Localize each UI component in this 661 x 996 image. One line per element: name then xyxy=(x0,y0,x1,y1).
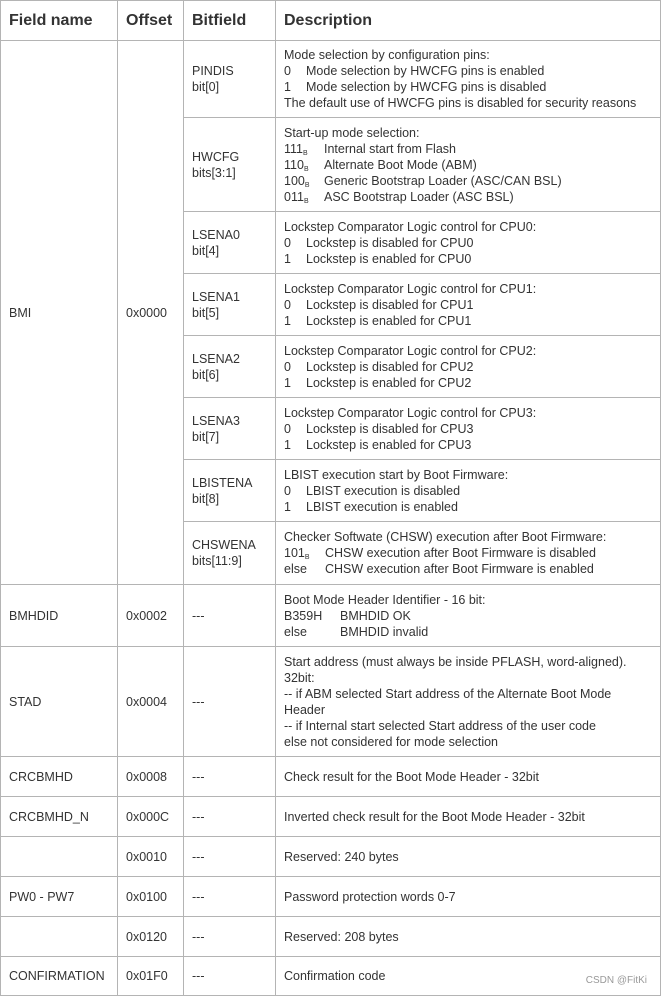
value-text: Lockstep Comparator Logic control for CPU1: xyxy=(284,281,537,296)
description-cell xyxy=(276,118,661,212)
value-code: else xyxy=(284,624,307,639)
description-line xyxy=(284,561,652,577)
value-text: Lockstep is enabled for CPU3 xyxy=(306,437,472,452)
value-text: Lockstep is enabled for CPU0 xyxy=(306,251,472,266)
description-line xyxy=(284,359,652,375)
binary-suffix: B xyxy=(303,165,309,173)
value-text: Reserved: 240 bytes xyxy=(284,849,399,864)
description-line xyxy=(284,608,652,624)
offset-cell: 0x0002 xyxy=(118,585,184,647)
value-text: Lockstep is disabled for CPU0 xyxy=(306,235,474,250)
value-text: LBIST execution is enabled xyxy=(306,499,458,514)
offset-cell: 0x0120 xyxy=(118,917,184,957)
bitfield-bits: bit[6] xyxy=(192,367,220,382)
binary-suffix: B xyxy=(303,149,308,157)
value-code: $101_B$ xyxy=(284,546,310,561)
table-row xyxy=(1,957,661,996)
description-line xyxy=(284,624,652,640)
value-text: 32bit: xyxy=(284,670,315,685)
value-text: BMHDID invalid xyxy=(340,624,429,639)
description-cell xyxy=(276,837,661,877)
bitfield-bits: bit[7] xyxy=(192,429,220,444)
bitfield-cell: --- xyxy=(184,877,276,917)
bitfield-cell: --- xyxy=(184,757,276,797)
description-line xyxy=(284,313,652,329)
description-line xyxy=(284,718,652,734)
description-line xyxy=(284,483,652,499)
field-name-cell xyxy=(1,837,118,877)
value-text: Lockstep is disabled for CPU2 xyxy=(306,359,474,374)
description-line xyxy=(284,63,652,79)
description-line xyxy=(284,47,652,63)
description-line xyxy=(284,670,652,686)
description-line xyxy=(284,702,652,718)
value-text: LBIST execution is disabled xyxy=(306,483,461,498)
description-cell xyxy=(276,877,661,917)
value-code: 0 xyxy=(284,297,291,312)
description-line xyxy=(284,467,652,483)
value-text: Lockstep Comparator Logic control for CPU3: xyxy=(284,405,537,420)
description-line xyxy=(284,929,652,945)
field-name-cell: CRCBMHD xyxy=(1,757,118,797)
value-text: The default use of HWCFG pins is disabled for security reasons xyxy=(284,96,637,110)
description-line xyxy=(284,375,652,391)
watermark: CSDN @FitKi xyxy=(585,975,647,986)
description-line xyxy=(284,849,652,865)
value-text: Generic Bootstrap Loader (ASC/CAN BSL) xyxy=(324,173,562,188)
description-line xyxy=(284,79,652,95)
bitfield-name: PINDIS xyxy=(192,64,234,78)
bitfield-cell xyxy=(184,41,276,118)
value-text: Lockstep is disabled for CPU3 xyxy=(306,421,474,436)
description-line xyxy=(284,173,652,189)
description-cell xyxy=(276,917,661,957)
description-cell xyxy=(276,797,661,837)
table-row xyxy=(1,647,661,757)
value-text: Inverted check result for the Boot Mode Header - 32bit xyxy=(284,809,585,824)
value-code: $110_B$ xyxy=(284,157,309,173)
field-name-cell: BMHDID xyxy=(1,585,118,647)
bitfield-cell: --- xyxy=(184,647,276,757)
offset-cell: 0x0010 xyxy=(118,837,184,877)
description-line xyxy=(284,281,652,297)
bitfield-cell: --- xyxy=(184,917,276,957)
value-code: 0 xyxy=(284,64,291,78)
description-cell xyxy=(276,336,661,398)
description-line xyxy=(284,157,652,173)
description-line xyxy=(284,809,652,825)
description-line xyxy=(284,297,652,313)
bitfield-bits: bits[11:9] xyxy=(192,554,242,568)
value-text: BMHDID OK xyxy=(340,608,411,623)
description-cell xyxy=(276,212,661,274)
value-text: -- if ABM selected Start address of the Alternate Boot Mode xyxy=(284,686,612,701)
field-name-cell: CONFIRMATION xyxy=(1,957,118,996)
bitfield-bits: bit[4] xyxy=(192,243,220,258)
bitfield-cell xyxy=(184,274,276,336)
bitfield-bits: bits[3:1] xyxy=(192,165,236,180)
offset-cell: 0x0100 xyxy=(118,877,184,917)
description-line xyxy=(284,734,652,750)
table-row xyxy=(1,837,661,877)
value-text: Lockstep is disabled for CPU1 xyxy=(306,297,474,312)
value-code: $011_B$ xyxy=(284,189,309,205)
bitfield-cell xyxy=(184,398,276,460)
field-name-cell: STAD xyxy=(1,647,118,757)
bitfield-name: LSENA1 xyxy=(192,289,240,304)
bitfield-cell xyxy=(184,522,276,585)
description-line xyxy=(284,421,652,437)
description-cell xyxy=(276,522,661,585)
value-text: Header xyxy=(284,702,325,717)
table-row xyxy=(1,877,661,917)
bitfield-cell xyxy=(184,118,276,212)
bitfield-name: CHSWENA xyxy=(192,538,256,552)
header-bitfield: Bitfield xyxy=(184,1,276,41)
header-offset: Offset xyxy=(118,1,184,41)
value-text: CHSW execution after Boot Firmware is enabled xyxy=(325,562,594,576)
bitfield-name: HWCFG xyxy=(192,149,240,164)
bitfield-cell xyxy=(184,212,276,274)
bitfield-cell xyxy=(184,460,276,522)
description-line xyxy=(284,189,652,205)
description-line xyxy=(284,251,652,267)
value-text: Lockstep Comparator Logic control for CPU0: xyxy=(284,219,537,234)
value-text: Start address (must always be inside PFLASH, word-aligned). xyxy=(284,654,627,669)
description-line xyxy=(284,219,652,235)
description-cell xyxy=(276,398,661,460)
value-code: 1 xyxy=(284,375,291,390)
value-text: Lockstep Comparator Logic control for CPU2: xyxy=(284,343,537,358)
description-line xyxy=(284,235,652,251)
value-text: Internal start from Flash xyxy=(324,141,456,156)
description-cell xyxy=(276,757,661,797)
bitfield-cell: --- xyxy=(184,797,276,837)
table-row xyxy=(1,585,661,647)
value-text: Confirmation code xyxy=(284,969,386,983)
value-code: else xyxy=(284,562,307,576)
header-description: Description xyxy=(276,1,661,41)
header-field-name: Field name xyxy=(1,1,118,41)
binary-suffix: B xyxy=(303,197,309,205)
value-code: 0 xyxy=(284,483,291,498)
table-row xyxy=(1,757,661,797)
value-text: Boot Mode Header Identifier - 16 bit: xyxy=(284,592,486,607)
value-text: Reserved: 208 bytes xyxy=(284,929,399,944)
description-line xyxy=(284,654,652,670)
value-text: -- if Internal start selected Start address of the user code xyxy=(284,718,596,733)
offset-cell: 0x0008 xyxy=(118,757,184,797)
value-text: Mode selection by HWCFG pins is disabled xyxy=(306,80,547,94)
value-code: 0 xyxy=(284,235,291,250)
description-line xyxy=(284,889,652,905)
description-line xyxy=(284,545,652,561)
description-line xyxy=(284,141,652,157)
offset-cell: 0x0000 xyxy=(118,41,184,585)
field-name-cell: BMI xyxy=(1,41,118,585)
value-text: Lockstep is enabled for CPU2 xyxy=(306,375,472,390)
binary-suffix: B xyxy=(304,181,310,189)
bitfield-bits: bit[5] xyxy=(192,305,220,320)
table-row xyxy=(1,797,661,837)
value-code: 1 xyxy=(284,437,291,452)
offset-cell: 0x01F0 xyxy=(118,957,184,996)
description-line xyxy=(284,405,652,421)
field-name-cell: PW0 - PW7 xyxy=(1,877,118,917)
bitfield-cell: --- xyxy=(184,837,276,877)
value-text: Check result for the Boot Mode Header - 32bit xyxy=(284,769,539,784)
offset-cell: 0x000C xyxy=(118,797,184,837)
value-code: 0 xyxy=(284,421,291,436)
value-text: Lockstep is enabled for CPU1 xyxy=(306,313,472,328)
offset-cell: 0x0004 xyxy=(118,647,184,757)
value-code: 1 xyxy=(284,499,291,514)
value-text: Mode selection by HWCFG pins is enabled xyxy=(306,64,545,78)
description-line xyxy=(284,343,652,359)
bitfield-name: LSENA2 xyxy=(192,351,240,366)
bitfield-bits: bit[8] xyxy=(192,491,220,506)
value-text: Checker Softwate (CHSW) execution after Boot Firmware: xyxy=(284,530,607,544)
value-text: Password protection words 0-7 xyxy=(284,889,456,904)
table-row xyxy=(1,41,661,118)
bitfield-name: LSENA3 xyxy=(192,413,240,428)
description-line xyxy=(284,95,652,111)
description-line xyxy=(284,592,652,608)
value-code: 1 xyxy=(284,251,291,266)
description-line xyxy=(284,529,652,545)
value-text: Start-up mode selection: xyxy=(284,125,420,140)
description-line xyxy=(284,125,652,141)
value-code: $111_B$ xyxy=(284,141,308,157)
value-code: 1 xyxy=(284,313,291,328)
binary-suffix: B xyxy=(304,554,310,561)
description-line xyxy=(284,437,652,453)
value-text: Mode selection by configuration pins: xyxy=(284,48,490,62)
value-text: else not considered for mode selection xyxy=(284,734,499,749)
bitfield-name: LBISTENA xyxy=(192,475,253,490)
description-cell xyxy=(276,647,661,757)
description-cell xyxy=(276,41,661,118)
bitfield-cell xyxy=(184,336,276,398)
value-code: 1 xyxy=(284,80,291,94)
description-cell xyxy=(276,585,661,647)
description-cell xyxy=(276,274,661,336)
description-line xyxy=(284,499,652,515)
field-name-cell xyxy=(1,917,118,957)
bitfield-cell: --- xyxy=(184,585,276,647)
bitfield-cell: --- xyxy=(184,957,276,996)
value-code: $100_B$ xyxy=(284,173,310,189)
value-text: CHSW execution after Boot Firmware is disabled xyxy=(325,546,596,560)
description-line xyxy=(284,769,652,785)
bitfield-bits: bit[0] xyxy=(192,80,220,94)
bitfield-name: LSENA0 xyxy=(192,227,240,242)
description-line xyxy=(284,686,652,702)
value-code: B359H xyxy=(284,608,323,623)
value-code: 0 xyxy=(284,359,291,374)
value-text: LBIST execution start by Boot Firmware: xyxy=(284,467,509,482)
description-cell xyxy=(276,460,661,522)
table-row xyxy=(1,917,661,957)
value-text: Alternate Boot Mode (ABM) xyxy=(324,157,477,172)
header-row xyxy=(1,1,661,41)
field-name-cell: CRCBMHD_N xyxy=(1,797,118,837)
value-text: ASC Bootstrap Loader (ASC BSL) xyxy=(324,189,514,204)
